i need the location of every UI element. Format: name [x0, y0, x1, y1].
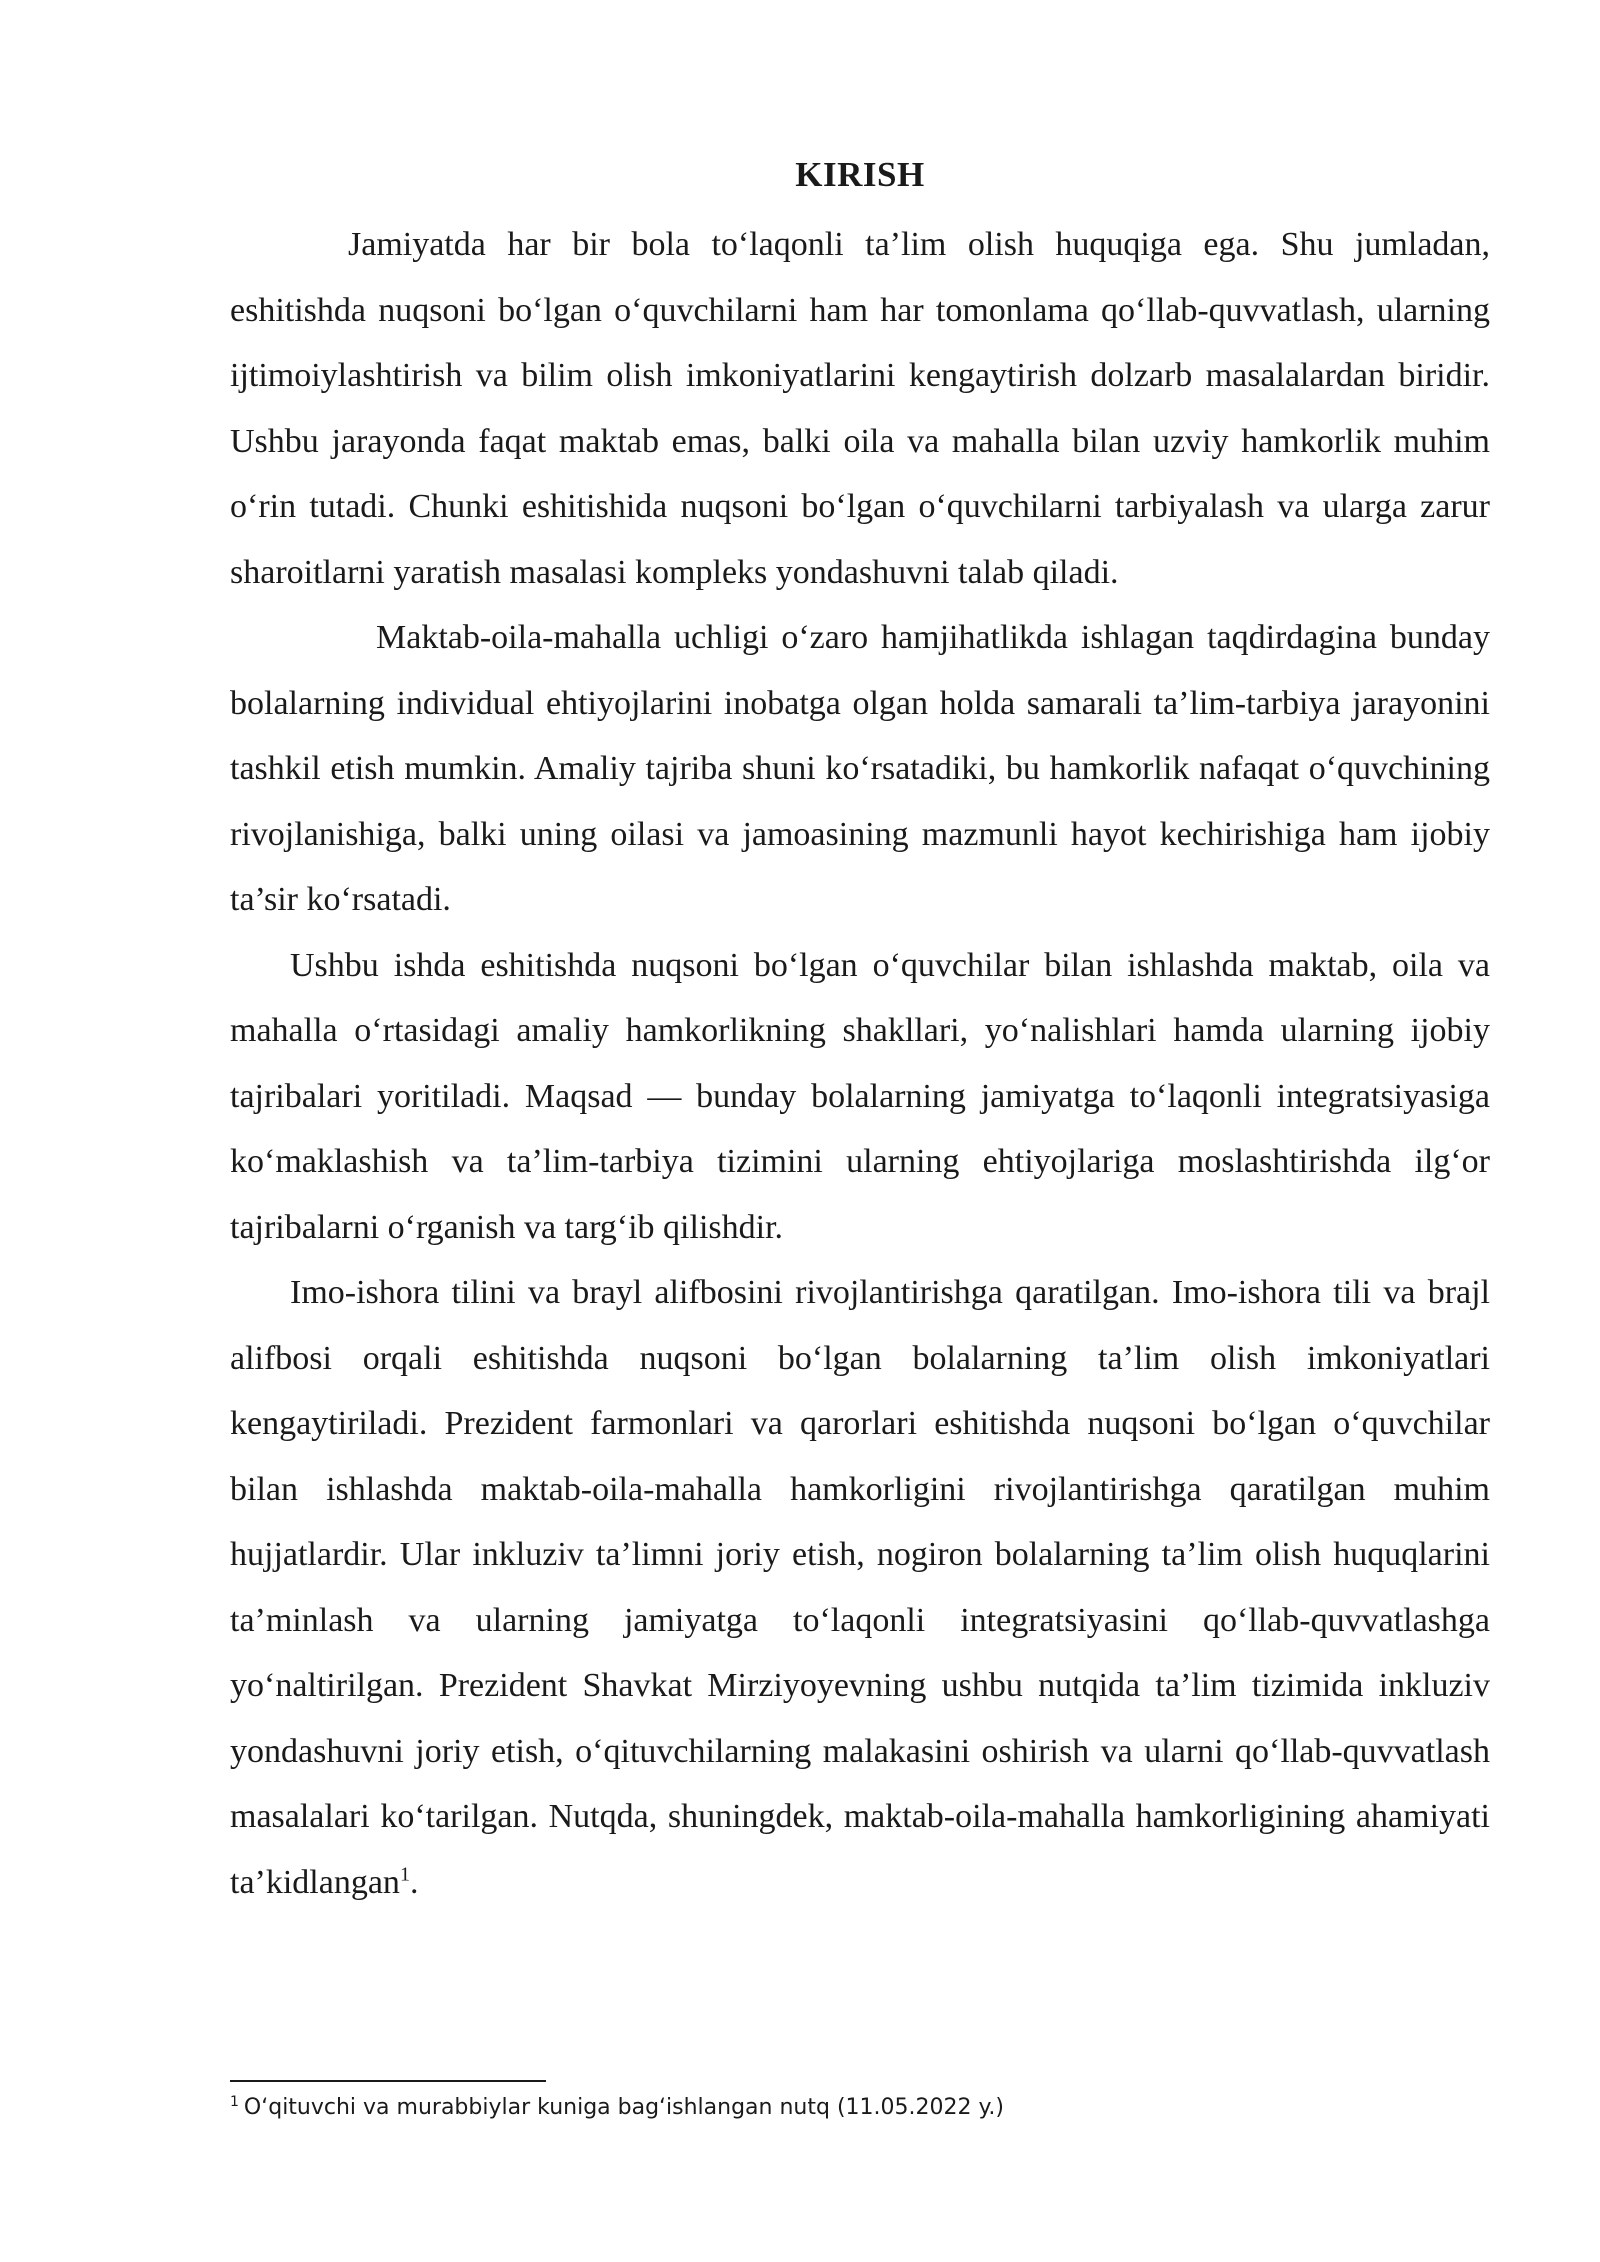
paragraph-4-text: Imo-ishora tilini va brayl alifbosini rivojlantirishga qaratilgan. Imo-ishora tili va brajl alifbosi orqali eshitishda nuqsoni bo‘lgan bolalarning ta’lim olish imkoniyatlari kengaytiriladi. Prezident farmonlari va qarorlari eshitishda nuqsoni bo‘lgan o‘quvchilar bilan ishlashda maktab-oila-mahalla hamkorligini rivojlantirishga qaratilgan muhim hujjatlardir. Ular inkluziv ta’limni joriy etish, nogiron bolalarning ta’lim olish huquqlarini ta’minlash va ularning jamiyatga to‘laqonli integratsiyasini qo‘llab-quvvatlashga yo‘naltirilgan. Prezident Shavkat Mirziyoyevning ushbu nutqida ta’lim tizimida inkluziv yondashuvni joriy etish, o‘qituvchilarning malakasini oshirish va ularni qo‘llab-quvvatlash masalalari ko‘tarilgan. Nutqda, shuningdek, maktab-oila-mahalla hamkorligining ahamiyati ta’kidlangan	[230, 1274, 1490, 1901]
paragraph-3: Ushbu ishda eshitishda nuqsoni bo‘lgan o‘quvchilar bilan ishlashda maktab, oila va mahalla o‘rtasidagi amaliy hamkorlikning shakllari, yo‘nalishlari hamda ularning ijobiy tajribalari yoritiladi. Maqsad — bunday bolalarning jamiyatga to‘laqonli integratsiyasiga ko‘maklashish va ta’lim-tarbiya tizimini ularning ehtiyojlariga moslashtirishda ilg‘or tajribalarni o‘rganish va targ‘ib qilishdir.	[230, 946, 1490, 1246]
footnote-separator	[230, 2080, 546, 2082]
paragraph-4	[230, 1260, 1490, 1915]
footnote-reference[interactable]: 1	[399, 1863, 410, 1886]
paragraph-2: Maktab-oila-mahalla uchligi o‘zaro hamjihatlikda ishlagan taqdirdagina bunday bolalarning individual ehtiyojlarini inobatga olgan holda samarali ta’lim-tarbiya jarayonini tashkil etish mumkin. Amaliy tajriba shuni ko‘rsatadiki, bu hamkorlik nafaqat o‘quvchining rivojlanishiga, balki uning oilasi va jamoasining mazmunli hayot kechirishiga ham ijobiy ta’sir ko‘rsatadi.	[230, 619, 1490, 918]
paragraph-4-end-punctuation: .	[409, 1863, 419, 1901]
footnote	[230, 2090, 1490, 2126]
paragraph-1: Jamiyatda har bir bola to‘laqonli ta’lim olish huquqiga ega. Shu jumladan, eshitishda nuqsoni bo‘lgan o‘quvchilarni ham har tomonlama qo‘llab-quvvatlash, ularning ijtimoiylashtirish va bilim olish imkoniyatlarini kengaytirish dolzarb masalalardan biridir. Ushbu jarayonda faqat maktab emas, balki oila va mahalla bilan uzviy hamkorlik muhim o‘rin tutadi. Chunki eshitishida nuqsoni bo‘lgan o‘quvchilarni tarbiyalash va ularga zarur sharoitlarni yaratish masalasi kompleks yondashuvni talab qiladi.	[230, 226, 1490, 591]
document-body	[230, 150, 1490, 1915]
page-title: KIRISH	[795, 155, 925, 194]
footnote-text: O‘qituvchi va murabbiylar kuniga bag‘ishlangan nutq (11.05.2022 y.)	[243, 2095, 1004, 2120]
footnote-number: 1	[230, 2093, 239, 2110]
